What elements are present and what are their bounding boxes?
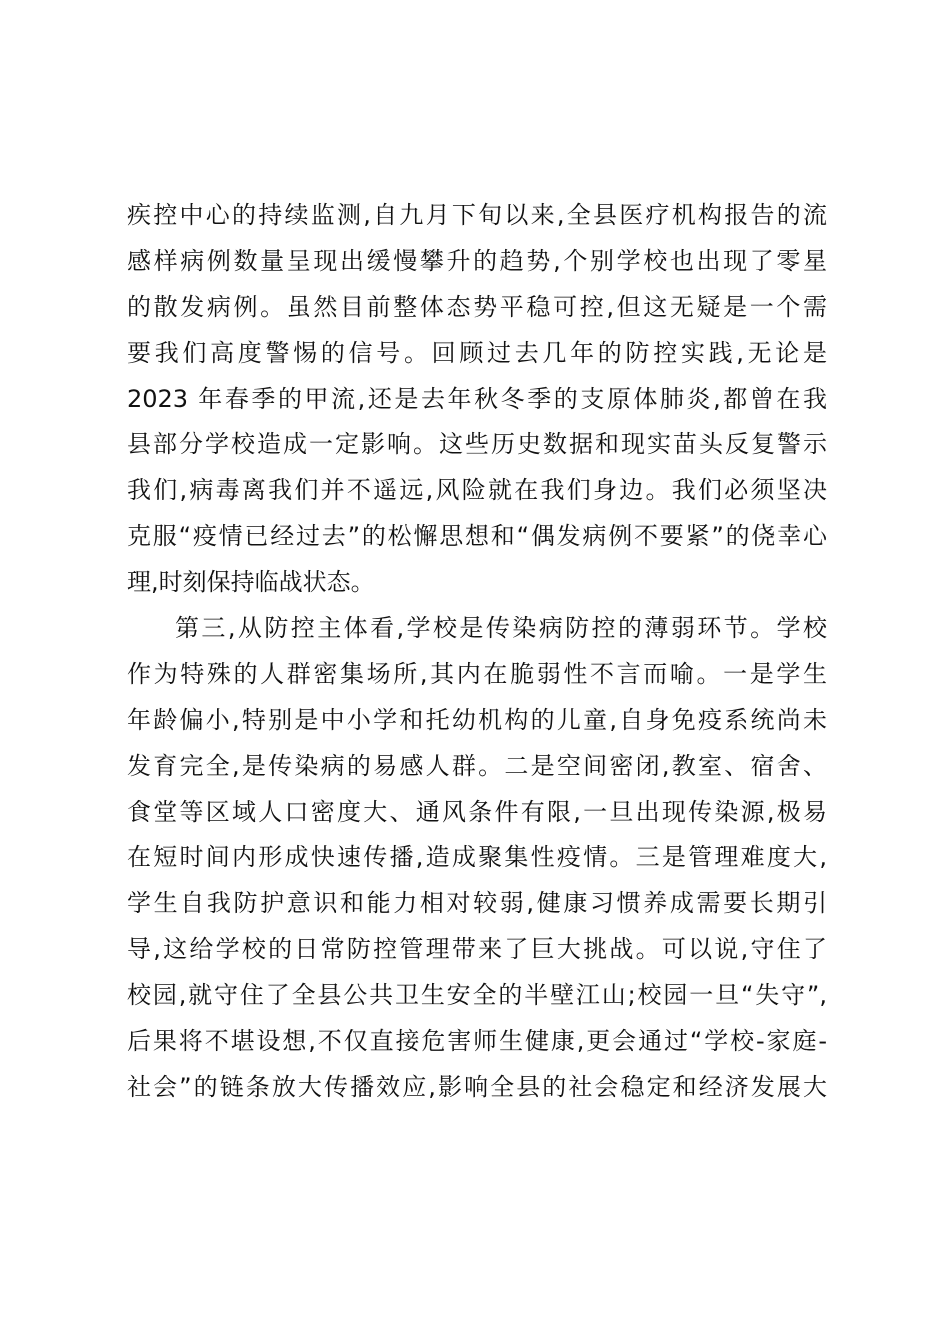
text-line: 社会”的链条放大传播效应,影响全县的社会稳定和经济发展大 (127, 1072, 827, 1101)
text-line: 疾控中心的持续监测,自九月下旬以来,全县医疗机构报告的流 (127, 201, 827, 229)
text-line: 我们,病毒离我们并不遥远,风险就在我们身边。我们必须坚决 (127, 476, 827, 505)
text-line: 在短时间内形成快速传播,造成聚集性疫情。三是管理难度大, (127, 843, 827, 872)
paragraph-end-line: 理,时刻保持临战状态。 (127, 568, 375, 597)
text-line: 感样病例数量呈现出缓慢攀升的趋势,个别学校也出现了零星 (127, 246, 827, 275)
paragraph-start-line: 第三,从防控主体看,学校是传染病防控的薄弱环节。学校 (175, 614, 827, 643)
text-line: 校园,就守住了全县公共卫生安全的半壁江山;校园一旦“失守”, (127, 981, 827, 1010)
text-line: 导,这给学校的日常防控管理带来了巨大挑战。可以说,守住了 (127, 935, 827, 964)
text-line: 学生自我防护意识和能力相对较弱,健康习惯养成需要长期引 (127, 889, 827, 918)
text-line: 2023 年春季的甲流,还是去年秋冬季的支原体肺炎,都曾在我 (127, 384, 827, 413)
text-line: 要我们高度警惕的信号。回顾过去几年的防控实践,无论是 (127, 338, 827, 367)
text-line: 作为特殊的人群密集场所,其内在脆弱性不言而喻。一是学生 (127, 659, 827, 688)
text-line: 县部分学校造成一定影响。这些历史数据和现实苗头反复警示 (127, 430, 827, 459)
text-line: 发育完全,是传染病的易感人群。二是空间密闭,教室、宿舍、 (127, 751, 827, 780)
text-line: 食堂等区域人口密度大、通风条件有限,一旦出现传染源,极易 (127, 797, 827, 826)
text-line: 的散发病例。虽然目前整体态势平稳可控,但这无疑是一个需 (127, 292, 827, 321)
body-text (127, 196, 827, 1114)
text-line: 后果将不堪设想,不仅直接危害师生健康,更会通过“学校-家庭- (127, 1027, 827, 1056)
text-line: 年龄偏小,特别是中小学和托幼机构的儿童,自身免疫系统尚未 (127, 705, 827, 734)
text-line: 克服“疫情已经过去”的松懈思想和“偶发病例不要紧”的侥幸心 (127, 522, 827, 551)
